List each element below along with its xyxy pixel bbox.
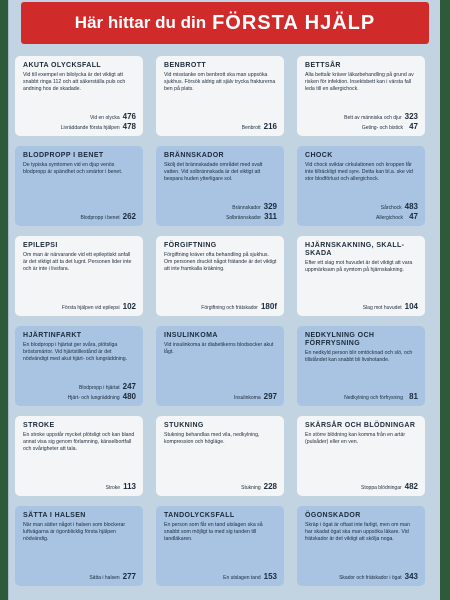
topic-title: HJÄRNSKAKNING, SKALL-SKADA <box>305 242 405 258</box>
page-reference <box>226 212 277 221</box>
page-reference <box>201 302 277 311</box>
page-reference <box>61 122 136 131</box>
page-number: 343 <box>404 572 418 581</box>
reference-name: Blodpropp i hjärtat <box>79 385 120 391</box>
page-reference <box>106 482 136 491</box>
page-reference <box>339 572 418 581</box>
topic-description: Om man är närvarande vid ett epileptiskt anfall är det viktigt att ta det lugnt. Personen lider inte och är inte i livsfara. <box>23 252 132 273</box>
page-reference <box>363 302 418 311</box>
reference-name: Sårchock <box>380 205 402 211</box>
topic-description: Vid till exempel en bilolycka är det viktigt att snabbt ringa 112 och att säkerställa puls och andning hos de skadade. <box>23 72 126 93</box>
page-number: 476 <box>122 112 136 121</box>
reference-name: Stukning <box>241 485 261 491</box>
page-number: 483 <box>404 202 418 211</box>
page-number: 277 <box>122 572 136 581</box>
reference-name: Stoppa blödningar <box>361 485 402 491</box>
page-references <box>339 572 418 581</box>
page-number: 482 <box>404 482 418 491</box>
reference-name: Benbrott <box>241 125 261 131</box>
page-number: 102 <box>122 302 136 311</box>
topic-card-epilepsi <box>15 236 143 316</box>
topic-card-ogonskador <box>297 506 425 586</box>
topic-card-benbrott <box>156 56 284 136</box>
topic-title: SÄTTA I HALSEN <box>23 512 86 519</box>
page-references <box>68 382 136 401</box>
page-number: 81 <box>409 392 418 401</box>
topic-description: En nedkyld person blir omtöcknad och slö, och tillståndet kan snabbt bli livshotande. <box>305 350 413 364</box>
page-number: 153 <box>263 572 277 581</box>
topic-card-bettsar <box>297 56 425 136</box>
page-reference <box>90 112 136 121</box>
page-number: 47 <box>409 122 418 131</box>
page-number: 47 <box>409 212 418 221</box>
reference-name: Vid en olycka <box>89 115 120 121</box>
page-references <box>61 112 136 131</box>
page-references <box>242 122 277 131</box>
page-references <box>223 572 277 581</box>
reference-name: Solbrännskador <box>226 215 262 221</box>
topic-title: FÖRGIFTNING <box>164 242 217 249</box>
page-reference <box>80 212 136 221</box>
page-references <box>361 482 418 491</box>
page-reference <box>223 572 277 581</box>
page-references <box>106 482 136 491</box>
page-number: 297 <box>263 392 277 401</box>
topic-card-forgiftning <box>156 236 284 316</box>
reference-name: Insulinkoma <box>233 395 261 401</box>
reference-name: Skador och frätskador i ögat <box>339 575 402 581</box>
page-reference <box>234 392 277 401</box>
topic-description: Vid misstanke om benbrott ska man uppsöka sjukhus. Försök aldrig att själv trycka frakturerna ben på plats. <box>164 72 276 93</box>
page-number: 311 <box>264 212 277 221</box>
topic-description: En person som får en tand utslagen ska så snabbt som möjligt ta med sig tanden till tandläkaren. <box>164 522 263 543</box>
page-number: 228 <box>263 482 277 491</box>
topic-title: STUKNING <box>164 422 204 429</box>
topic-title: HJÄRTINFARKT <box>23 332 82 339</box>
page-references <box>344 392 418 401</box>
page-number: 323 <box>404 112 418 121</box>
page-reference <box>344 112 418 121</box>
page-references <box>89 572 136 581</box>
header-emphasis: FÖRSTA HJÄLP <box>212 11 376 34</box>
topic-description: Förgiftning kräver ofta behandling på sjukhus. Om personen druckit något frätande är det viktigt att inte framkalla kräkning. <box>164 252 277 273</box>
reference-name: Slag mot huvudet <box>362 305 402 311</box>
page-reference <box>361 482 418 491</box>
magazine-page <box>8 0 440 600</box>
topic-description: Skräp i ögat är oftast inte farligt, men om man har skadat ögat ska man uppsöka läkare. Vid frätskador är det viktigt att skölja noga. <box>305 522 410 543</box>
page-references <box>234 392 277 401</box>
topic-title: INSULINKOMA <box>164 332 218 339</box>
page-references <box>201 302 277 311</box>
topic-description: När man sätter något i halsen som blockerar luftvägarna är ögonblicklig första hjälpen nödvändig. <box>23 522 126 543</box>
topic-description: Stukning behandlas med vila, nedkylning, kompression och högläge. <box>164 432 260 446</box>
page-reference <box>62 302 136 311</box>
page-number: 247 <box>122 382 136 391</box>
topic-title: ÖGONSKADOR <box>305 512 361 519</box>
page-number: 104 <box>404 302 418 311</box>
page-number: 216 <box>263 122 277 131</box>
topic-title: STROKE <box>23 422 55 429</box>
reference-name: Livräddande första hjälpen <box>60 125 120 131</box>
topic-description: En större blödning kan komma från en artär (pulsåder) eller en ven. <box>305 432 406 446</box>
page-references <box>376 202 418 221</box>
topic-card-insulinkoma <box>156 326 284 406</box>
page-reference <box>344 392 418 401</box>
reference-name: Brännskador <box>232 205 261 211</box>
topic-title: BLODPROPP I BENET <box>23 152 104 159</box>
topic-card-nedkylning <box>297 326 425 406</box>
reference-name: Blodpropp i benet <box>80 215 120 221</box>
page-number: 480 <box>122 392 136 401</box>
topic-description: De typiska symtomen vid en djup venös blodpropp är spändhet och smärtor i benet. <box>23 162 123 176</box>
reference-name: Hjärt- och lungräddning <box>67 395 120 401</box>
page-reference <box>362 122 418 131</box>
page-reference <box>381 202 418 211</box>
topic-card-hjarnskakning <box>297 236 425 316</box>
page-number: 329 <box>263 202 277 211</box>
reference-name: Bett av människa och djur <box>344 115 402 121</box>
page-reference <box>68 392 136 401</box>
page-references <box>62 302 136 311</box>
page-references <box>363 302 418 311</box>
header-lead: Här hittar du din <box>74 13 207 32</box>
topic-description: Vid chock sviktar cirkulationen och kroppen får inte tillräckligt med syre. Detta kan bl.a. ske vid stor blodförlust och allergichock. <box>305 162 413 183</box>
page-number: 262 <box>122 212 136 221</box>
topic-description: Vid insulinkoma är diabetikerns blodsocker akut lågt. <box>164 342 274 356</box>
page-reference <box>232 202 277 211</box>
page-references <box>226 202 277 221</box>
topic-card-tandolycksfall <box>156 506 284 586</box>
topic-card-satta-i-halsen <box>15 506 143 586</box>
topic-title: BRÄNNSKADOR <box>164 152 225 159</box>
topic-description: Efter ett slag mot huvudet är det viktigt att vara uppmärksam på symtom på hjärnskakning. <box>305 260 413 274</box>
topic-description: En blodpropp i hjärtat ger svåra, plötsliga bröstsmärtor. Vid hjärtstillestånd är det nödvändigt med akut hjärt- och lungräddning. <box>23 342 128 363</box>
topic-description: En stroke uppstår mycket plötsligt och kan bland annat visa sig genom förlamning, känselbortfall och svårigheter att tala. <box>23 432 135 453</box>
topic-card-skarsar <box>297 416 425 496</box>
topic-title: CHOCK <box>305 152 333 159</box>
reference-name: En utslagen tand <box>223 575 261 581</box>
topic-title: TANDOLYCKSFALL <box>164 512 235 519</box>
header-banner <box>21 2 429 44</box>
reference-name: Geting- och bistick <box>361 125 403 131</box>
reference-name: Sätta i halsen <box>89 575 120 581</box>
topic-title: NEDKYLNING OCH FÖRFRYSNING <box>305 332 375 348</box>
reference-name: Förgiftning och frätskador <box>201 305 258 311</box>
page-reference <box>89 572 136 581</box>
topic-card-brannskador <box>156 146 284 226</box>
page-reference <box>376 212 418 221</box>
page-number: 180f <box>260 302 277 311</box>
page-references <box>241 482 277 491</box>
reference-name: Allergichock <box>376 215 403 221</box>
topic-title: AKUTA OLYCKSFALL <box>23 62 102 69</box>
topic-title: SKÄRSÅR OCH BLÖDNINGAR <box>305 422 416 429</box>
topic-description: Alla bettsår kräver läkarbehandling på grund av risken för infektion. Insektsbett kan i värsta fall leda till en allergichock. <box>305 72 414 93</box>
topic-card-blodpropp <box>15 146 143 226</box>
topic-title: BENBROTT <box>164 62 207 69</box>
page-number: 113 <box>123 482 136 491</box>
topic-card-chock <box>297 146 425 226</box>
page-reference <box>241 482 277 491</box>
reference-name: Nedkylning och förfrysning <box>344 395 403 401</box>
page-references <box>344 112 418 131</box>
topic-card-akuta-olycksfall <box>15 56 143 136</box>
topic-grid <box>15 56 435 590</box>
topic-card-stukning <box>156 416 284 496</box>
page-reference <box>79 382 136 391</box>
topic-description: Skölj det brännskadade området med svalt vatten. Vid solbrännskada är det viktigt att bespara huden ytterligare sol. <box>164 162 263 183</box>
page-reference <box>242 122 277 131</box>
reference-name: Stroke <box>105 485 121 491</box>
topic-card-stroke <box>15 416 143 496</box>
page-references <box>80 212 136 221</box>
reference-name: Första hjälpen vid epilepsi <box>61 305 120 311</box>
topic-title: BETTSÅR <box>305 62 341 69</box>
page-number: 478 <box>122 122 136 131</box>
topic-title: EPILEPSI <box>23 242 58 249</box>
topic-card-hjartinfarkt <box>15 326 143 406</box>
